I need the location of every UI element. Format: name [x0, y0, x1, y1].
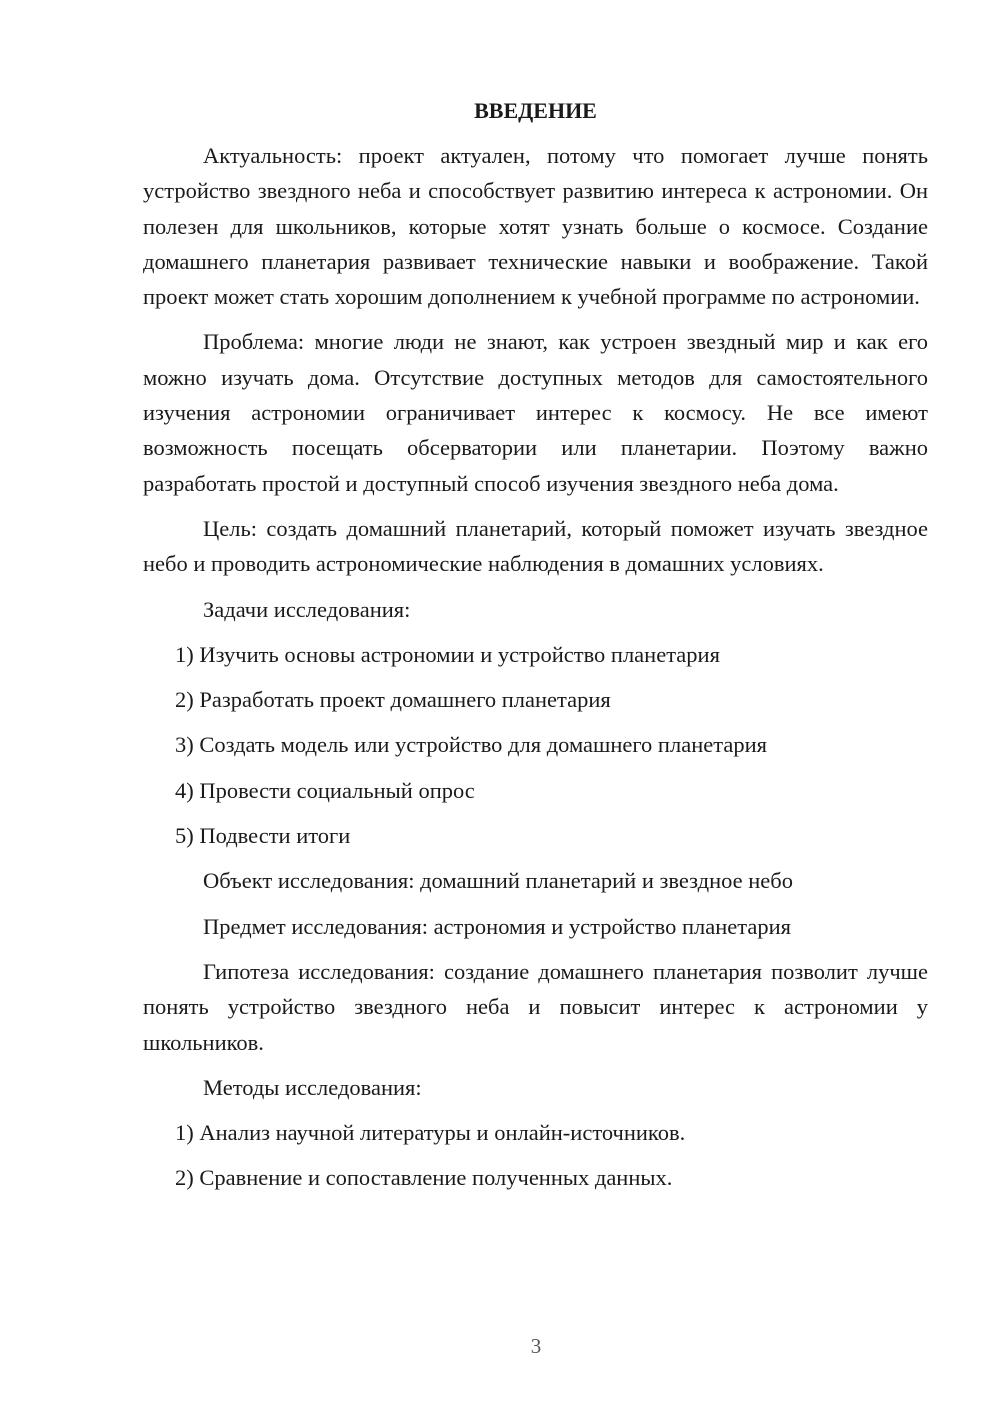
task-item-2: 2) Разработать проект домашнего планетария: [175, 687, 611, 713]
methods-heading: Методы исследования:: [203, 1074, 422, 1100]
task-item-1: 1) Изучить основы астрономии и устройство планетария: [175, 641, 720, 667]
subject-line: Предмет исследования: астрономия и устройство планетария: [203, 913, 791, 939]
relevance-paragraph: Актуальность: проект актуален, потому что помогает лучше понять устройство звездного неба и способствует развитию интереса к астрономии. Он полезен для школьников, которые хотят узнать больше о космосе. Создание домашнего планетария развивает технические навыки и воображение. Такой проект может стать хорошим дополнением к учебной программе по астрономии.: [143, 143, 928, 310]
tasks-heading: Задачи исследования:: [203, 596, 411, 622]
method-item-1: 1) Анализ научной литературы и онлайн-источников.: [175, 1120, 686, 1146]
methods-list: [143, 1115, 928, 1196]
problem-paragraph: Проблема: многие люди не знают, как устроен звездный мир и как его можно изучать дома. Отсутствие доступных методов для самостоятельного изучения астрономии ограничивает интерес к космосу. Не все имеют возможность посещать обсерватории или планетарии. Поэтому важно разработать простой и доступный способ изучения звездного неба дома.: [143, 329, 928, 496]
document-page: [143, 92, 928, 1196]
method-item-2: 2) Сравнение и сопоставление полученных данных.: [175, 1165, 673, 1191]
task-item-5: 5) Подвести итоги: [175, 823, 351, 849]
object-line: Объект исследования: домашний планетарий и звездное небо: [203, 868, 793, 894]
page-number: 3: [530, 1334, 542, 1358]
page-title: ВВЕДЕНИЕ: [474, 98, 597, 123]
task-item-3: 3) Создать модель или устройство для домашнего планетария: [175, 732, 767, 758]
goal-paragraph: Цель: создать домашний планетарий, который поможет изучать звездное небо и проводить астрономические наблюдения в домашних условиях.: [143, 515, 928, 577]
hypothesis-paragraph: Гипотеза исследования: создание домашнего планетария позволит лучше понять устройство звездного неба и повысит интерес к астрономии у школьников.: [143, 958, 928, 1055]
task-item-4: 4) Провести социальный опрос: [175, 777, 475, 803]
tasks-list: [143, 637, 928, 853]
